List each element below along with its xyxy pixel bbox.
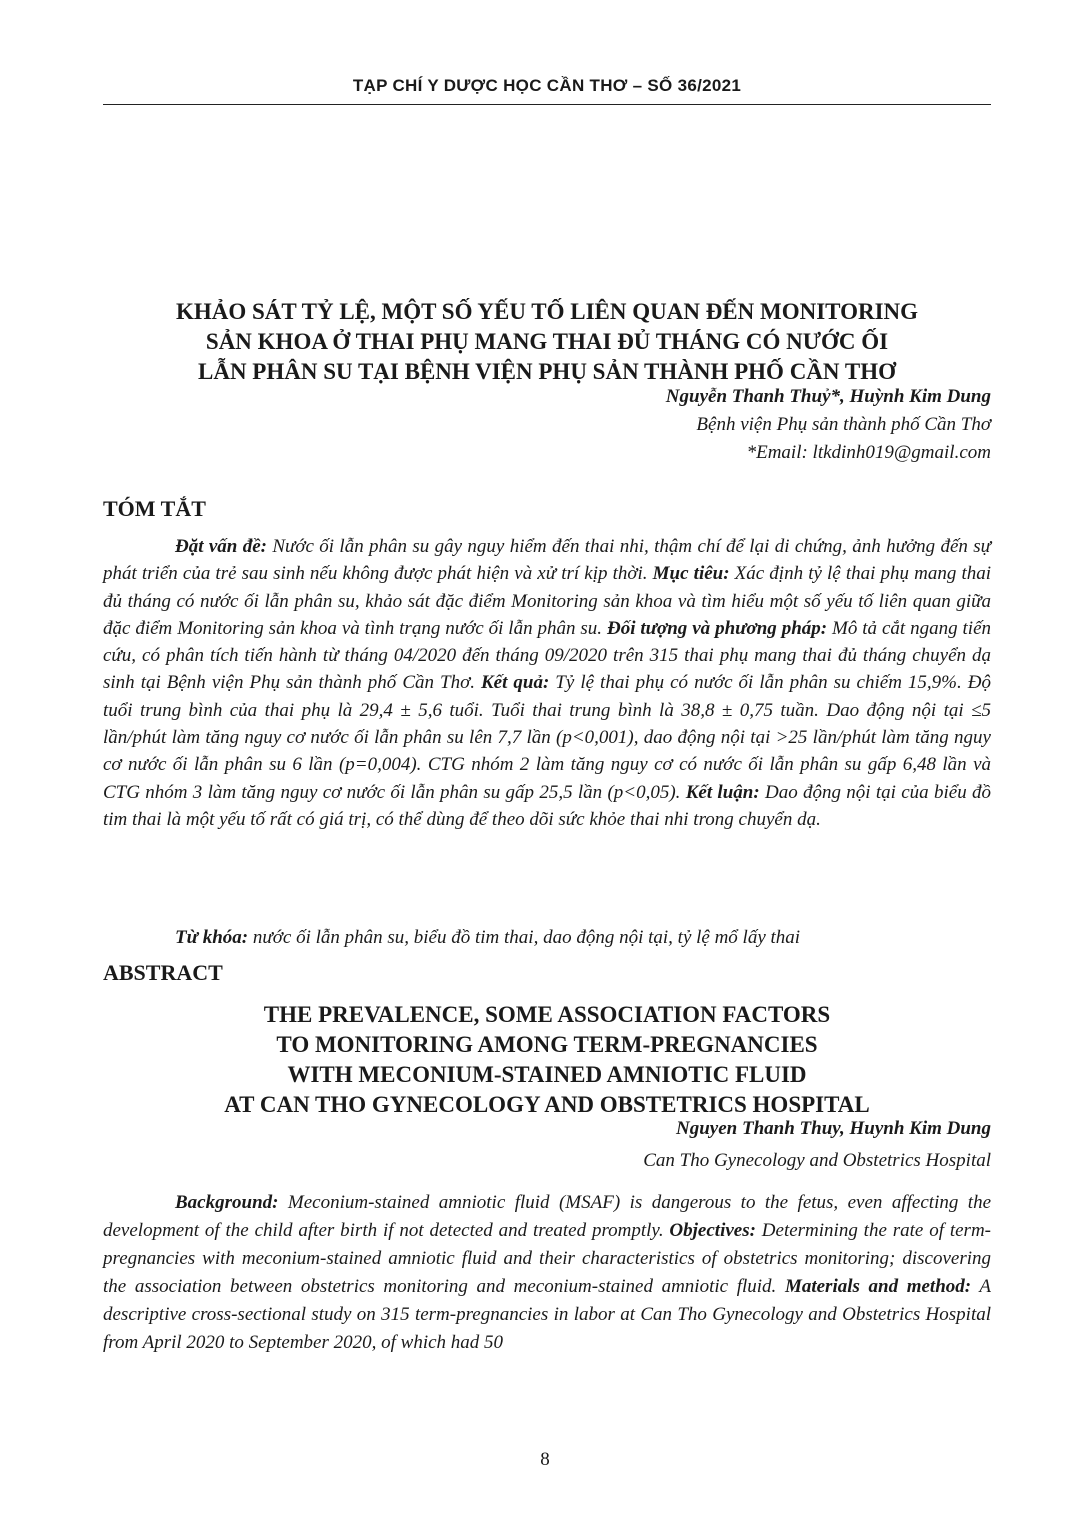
page-number: 8 [540,1449,550,1470]
vietnamese-title-line: KHẢO SÁT TỶ LỆ, MỘT SỐ YẾU TỐ LIÊN QUAN ĐẾN MONITORING [175,299,919,324]
english-title-line: WITH MECONIUM-STAINED AMNIOTIC FLUID [287,1062,807,1087]
english-title [103,1000,991,1120]
vietnamese-keywords [103,924,991,951]
abstract-label: Objectives: [669,1220,756,1241]
abstract-text: Nước ối lẫn phân su gây nguy hiểm đến thai nhi, thậm chí để lại di chứng, ảnh hưởng đến sự phát triển của trẻ sau sinh nếu không được phát hiện và xử trí kịp thời. [103,536,991,585]
abstract-label: Kết quả: [480,672,550,694]
abstract-label: Đặt vấn đề: [175,536,267,557]
abstract-text: Xác định tỷ lệ thai phụ mang thai đủ tháng có nước ối lẫn phân su, khảo sát đặc điểm Monitoring sản khoa và tìm hiểu một số yếu tố liên quan giữa đặc điểm Monitoring sản khoa và tình trạng nước ối lẫn phân su. [103,563,991,639]
abstract-text: Dao động nội tại của biểu đồ tim thai là một yếu tố rất có giá trị, có thể dùng để theo dõi sức khỏe thai nhi trong chuyển dạ. [103,781,992,830]
abstract-text: Meconium-stained amniotic fluid (MSAF) is dangerous to the fetus, even affecting the development of the child after birth if not detected and treated promptly. [103,1192,991,1241]
section-heading-abstract: ABSTRACT [103,960,223,985]
keywords-label: Từ khóa: [175,927,249,948]
vietnamese-title-line: LẪN PHÂN SU TẠI BỆNH VIỆN PHỤ SẢN THÀNH PHỐ CẦN THƠ [198,359,896,384]
keywords-text: nước ối lẫn phân su, biểu đồ tim thai, dao động nội tại, tỷ lệ mổ lấy thai [248,927,801,948]
english-title-line: AT CAN THO GYNECOLOGY AND OBSTETRICS HOSPITAL [224,1092,870,1117]
abstract-text: Tỷ lệ thai phụ có nước ối lẫn phân su chiếm 15,9%. Độ tuổi trung bình của thai phụ là 29,4 ± 5,6 tuổi. Tuổi thai trung bình là 38,8 ± 0,75 tuần. Dao động nội tại ≤5 lần/phút làm tăng nguy cơ nước ối lẫn phân su lên 7,7 lần (p<0,001), dao động nội tại >25 lần/phút làm tăng nguy cơ nước ối lẫn phân su 6 lần (p=0,004). CTG nhóm 2 làm tăng nguy cơ có nước ối lẫn phân su gấp 6,48 lần và CTG nhóm 3 làm tăng nguy cơ nước ối lẫn phân su gấp 25,5 lần (p<0,05). [103,672,991,803]
vietnamese-abstract [103,533,991,833]
section-heading-summary: TÓM TẮT [103,496,206,521]
abstract-label: Đối tượng và phương pháp: [606,617,828,639]
abstract-label: Materials and method: [784,1276,972,1297]
english-title-line: TO MONITORING AMONG TERM-PREGNANCIES [276,1032,818,1057]
english-abstract [103,1189,991,1357]
abstract-text: A descriptive cross-sectional study on 315 term-pregnancies in labor at Can Tho Gynecology and Obstetrics Hospital from April 2020 to September 2020, of which had 50 [103,1276,992,1353]
vietnamese-authors: Nguyễn Thanh Thuỷ*, Huỳnh Kim Dung [665,386,991,407]
abstract-text: Mô tả cắt ngang tiến cứu, có phân tích tiến hành từ tháng 04/2020 đến tháng 09/2020 trên 315 thai phụ mang thai đủ tháng chuyển dạ sinh tại Bệnh viện Phụ sản thành phố Cần Thơ. [103,617,991,694]
english-authors: Nguyen Thanh Thuy, Huynh Kim Dung [676,1118,991,1139]
abstract-label: Background: [175,1192,279,1213]
abstract-label: Kết luận: [685,781,760,803]
author-email: *Email: ltkdinh019@gmail.com [746,442,991,463]
header-rule [103,104,991,105]
abstract-text: Determining the rate of term-pregnancies with meconium-stained amniotic fluid and their characteristics of obstetrics monitoring; discovering the association between obstetrics monitoring and meconium-stained amniotic fluid. [103,1220,991,1297]
journal-header: TẠP CHÍ Y DƯỢC HỌC CẦN THƠ – SỐ 36/2021 [352,76,742,95]
vietnamese-affiliation: Bệnh viện Phụ sản thành phố Cần Thơ [696,414,991,435]
vietnamese-title-line: SẢN KHOA Ở THAI PHỤ MANG THAI ĐỦ THÁNG CÓ NƯỚC ỐI [205,329,889,354]
english-title-line: THE PREVALENCE, SOME ASSOCIATION FACTORS [263,1002,831,1027]
vietnamese-title [103,297,991,387]
english-affiliation: Can Tho Gynecology and Obstetrics Hospital [643,1150,991,1171]
abstract-label: Mục tiêu: [652,563,730,585]
